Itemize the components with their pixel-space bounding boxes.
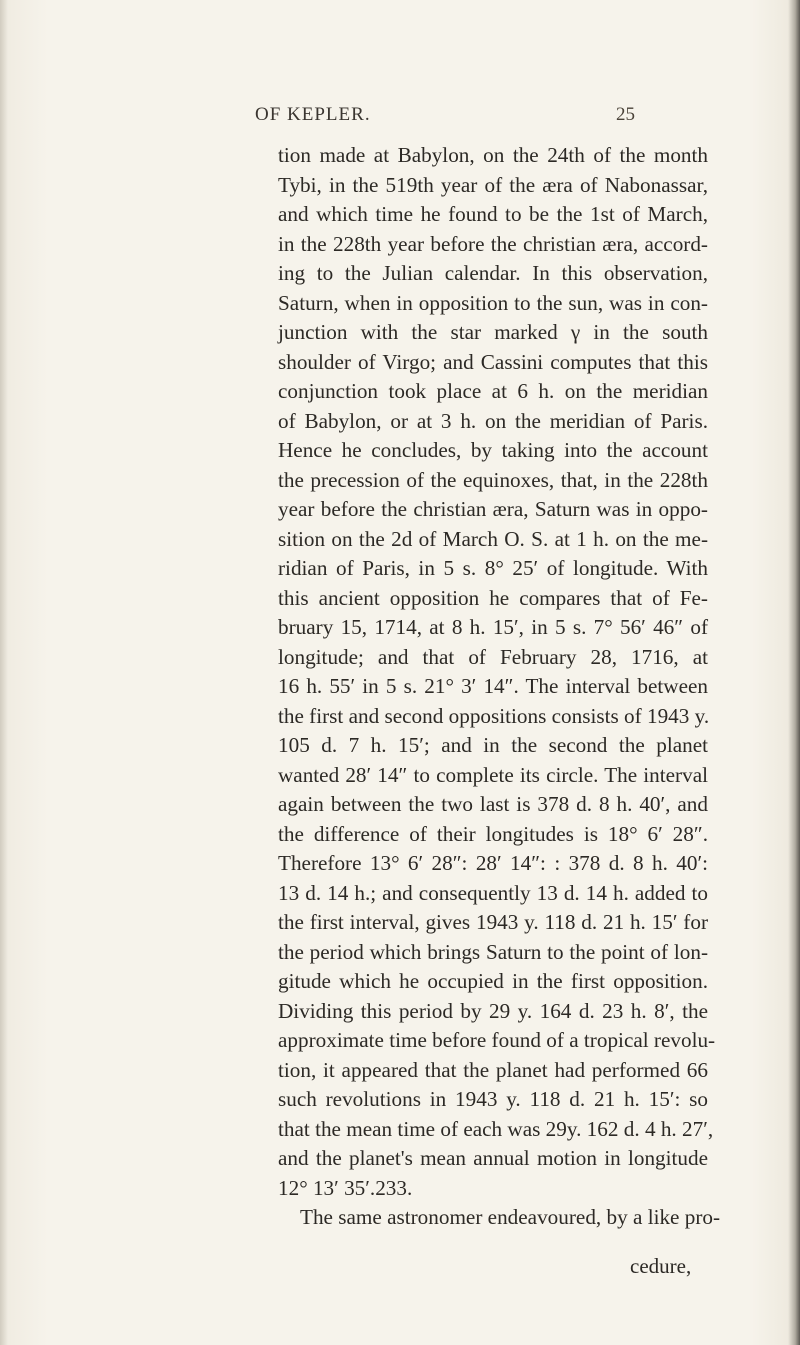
text-line: gitude which he occupied in the first opposition.	[278, 969, 708, 993]
text-line: ing to the Julian calendar. In this observation,	[278, 261, 708, 285]
text-line: and the planet's mean annual motion in longitude	[278, 1146, 708, 1170]
text-line: Dividing this period by 29 y. 164 d. 23 h. 8′, the	[278, 998, 708, 1023]
text-line: and which time he found to be the 1st of March,	[278, 202, 708, 226]
text-line: ridian of Paris, in 5 s. 8° 25′ of longitude. With	[278, 556, 708, 580]
spine-shadow	[788, 0, 800, 1345]
text-line: Therefore 13° 6′ 28″: 28′ 14″: : 378 d. 8 h. 40′:	[278, 851, 708, 875]
text-line: of Babylon, or at 3 h. on the meridian of Paris.	[278, 408, 708, 433]
text-line: that the mean time of each was 29y. 162 d. 4 h. 27′,	[278, 1116, 714, 1141]
text-line: the period which brings Saturn to the point of lon-	[278, 939, 708, 964]
text-line: year before the christian æra, Saturn was in oppo-	[278, 497, 708, 521]
text-line: the first interval, gives 1943 y. 118 d. 21 h. 15′ for	[278, 910, 708, 934]
body-text	[278, 141, 721, 1233]
text-line: the first and second oppositions consists of 1943 y.	[278, 703, 710, 728]
text-line: 13 d. 14 h.; and consequently 13 d. 14 h. added to	[278, 880, 708, 905]
text-line: shoulder of Virgo; and Cassini computes that this	[278, 349, 708, 374]
text-line: Tybi, in the 519th year of the æra of Nabonassar,	[278, 172, 708, 197]
page-number: 25	[616, 104, 635, 125]
text-line: wanted 28′ 14″ to complete its circle. The interval	[278, 762, 708, 787]
text-line: again between the two last is 378 d. 8 h. 40′, and	[278, 792, 708, 816]
text-line: the precession of the equinoxes, that, in the 228th	[278, 467, 708, 492]
text-line: tion, it appeared that the planet had performed 66	[278, 1057, 708, 1082]
text-line: tion made at Babylon, on the 24th of the month	[278, 143, 708, 167]
running-head	[255, 104, 635, 130]
text-line: 105 d. 7 h. 15′; and in the second the planet	[278, 733, 708, 757]
text-line: this ancient opposition he compares that of Fe-	[278, 585, 708, 610]
running-title: OF KEPLER.	[255, 104, 371, 125]
text-line: 12° 13′ 35′.233.	[278, 1175, 413, 1200]
text-line: such revolutions in 1943 y. 118 d. 21 h. 15′: so	[278, 1087, 708, 1111]
text-line: the difference of their longitudes is 18° 6′ 28″.	[278, 821, 708, 846]
text-line: conjunction took place at 6 h. on the meridian	[278, 379, 708, 403]
catchword: cedure,	[630, 1254, 692, 1278]
text-line: Hence he concludes, by taking into the account	[278, 438, 708, 462]
text-line: bruary 15, 1714, at 8 h. 15′, in 5 s. 7° 56′ 46″ of	[278, 615, 708, 639]
text-line: approximate time before found of a tropical revolu-	[278, 1028, 716, 1052]
text-line: Saturn, when in opposition to the sun, was in con-	[278, 290, 708, 315]
paragraph-start-line: The same astronomer endeavoured, by a like pro-	[300, 1205, 721, 1229]
text-line: sition on the 2d of March O. S. at 1 h. on the me-	[278, 526, 708, 551]
page-edge-shade	[0, 0, 8, 1345]
text-line: longitude; and that of February 28, 1716, at	[278, 644, 708, 669]
text-line: 16 h. 55′ in 5 s. 21° 3′ 14″. The interval between	[278, 674, 708, 698]
text-line: junction with the star marked γ in the south	[278, 320, 708, 344]
text-line: in the 228th year before the christian æra, accord-	[278, 231, 708, 256]
